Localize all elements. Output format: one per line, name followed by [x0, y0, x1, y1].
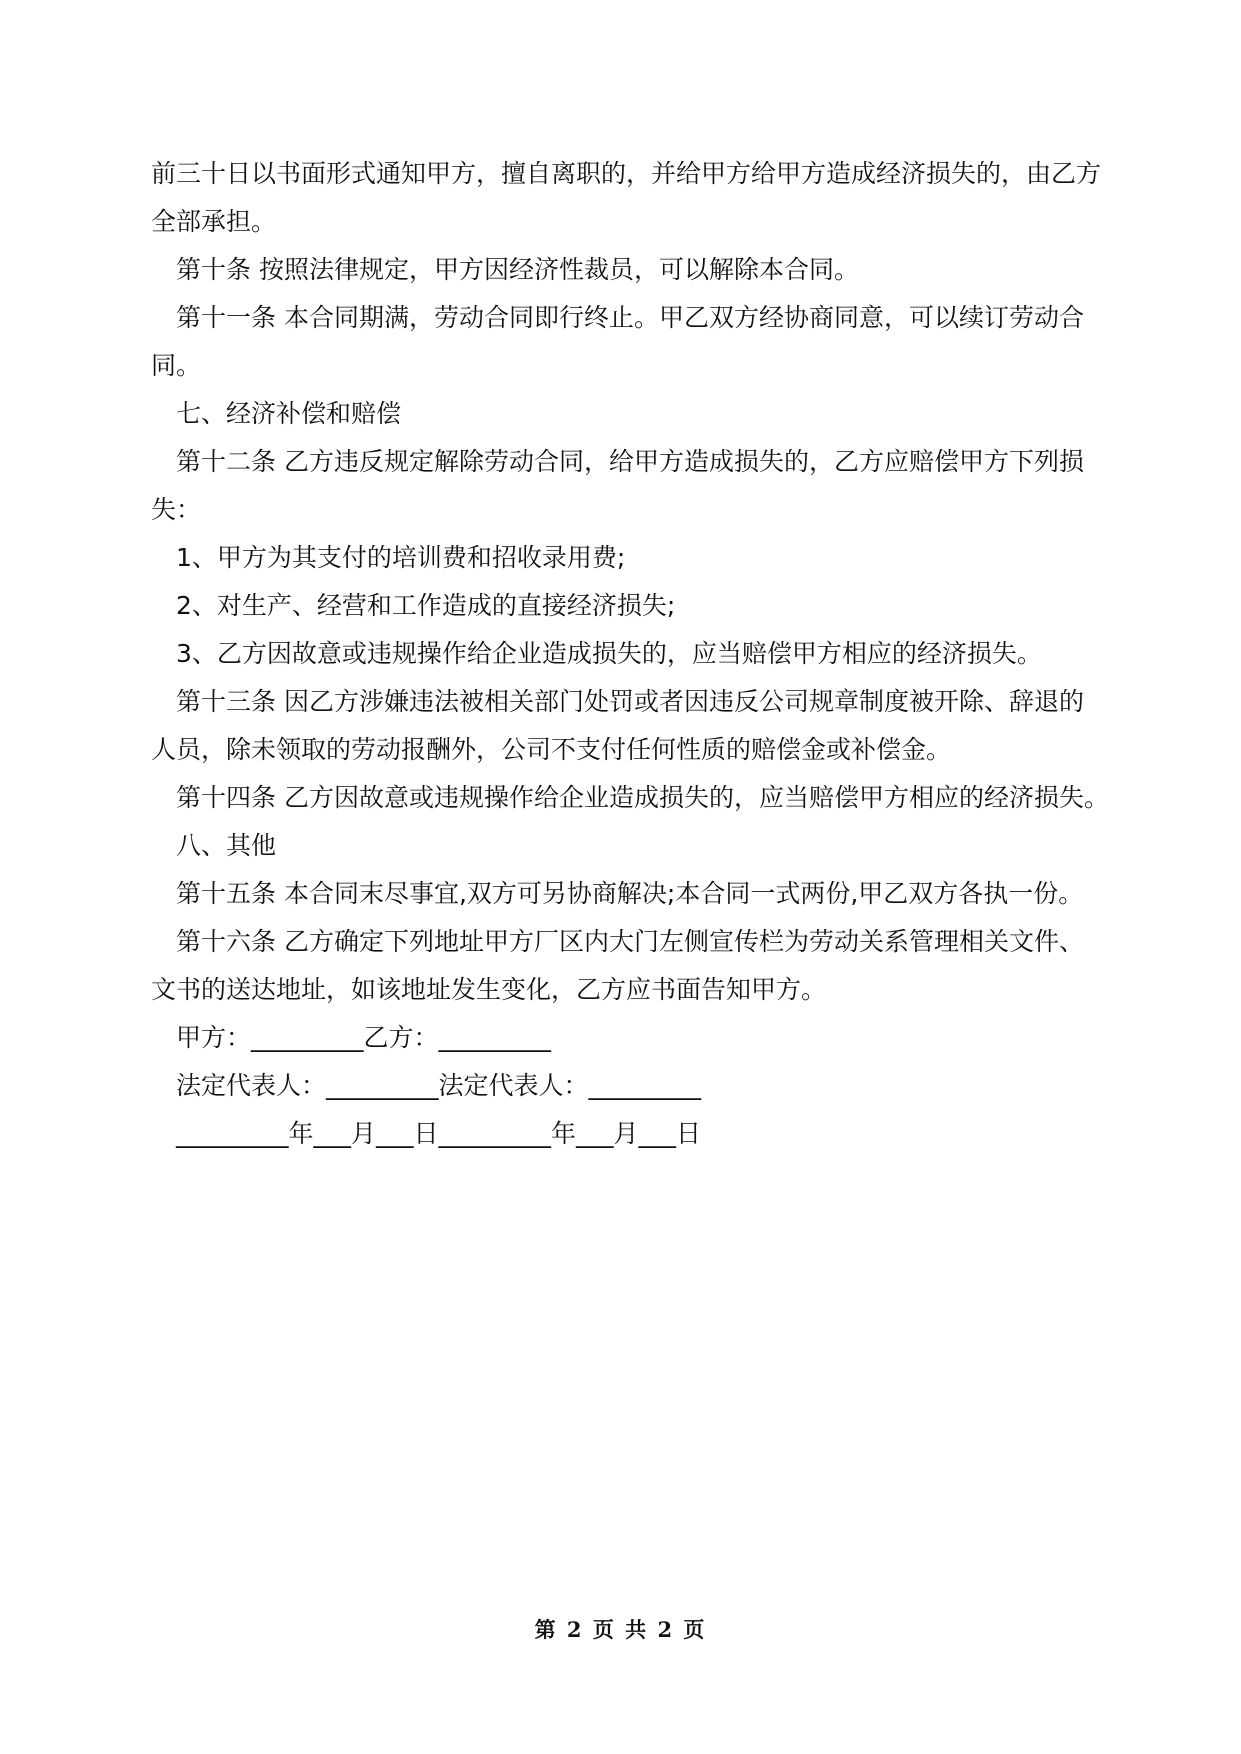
document-body: [151, 150, 1109, 1158]
article-15: 第十五条 本合同末尽事宜,双方可另协商解决;本合同一式两份,甲乙双方各执一份。: [176, 879, 1084, 908]
list-item-1: 1、甲方为其支付的培训费和招收录用费;: [176, 543, 626, 572]
article-11: 第十一条 本合同期满，劳动合同即行终止。甲乙双方经协商同意，可以续订劳动合同。: [151, 303, 1084, 380]
list-item-2: 2、对生产、经营和工作造成的直接经济损失;: [176, 591, 676, 620]
paragraph-continuation: 前三十日以书面形式通知甲方，擅自离职的，并给甲方给甲方造成经济损失的，由乙方全部承担。: [151, 159, 1102, 236]
article-16: 第十六条 乙方确定下列地址甲方厂区内大门左侧宣传栏为劳动关系管理相关文件、文书的送达地址，如该地址发生变化，乙方应书面告知甲方。: [151, 927, 1084, 1004]
signature-date-line: _________年___月___日_________年___月___日: [176, 1119, 702, 1148]
article-10: 第十条 按照法律规定，甲方因经济性裁员，可以解除本合同。: [176, 255, 859, 284]
section-heading-other: 八、其他: [176, 831, 277, 860]
signature-representatives-line: 法定代表人：_________法定代表人：_________: [176, 1071, 702, 1100]
article-13: 第十三条 因乙方涉嫌违法被相关部门处罚或者因违反公司规章制度被开除、辞退的人员，除未领取的劳动报酬外，公司不支付任何性质的赔偿金或补偿金。: [151, 687, 1084, 764]
article-12: 第十二条 乙方违反规定解除劳动合同，给甲方造成损失的，乙方应赔偿甲方下列损失：: [151, 447, 1084, 524]
page-number-footer: 第 2 页 共 2 页: [534, 1617, 707, 1642]
list-item-3: 3、乙方因故意或违规操作给企业造成损失的，应当赔偿甲方相应的经济损失。: [176, 639, 1042, 668]
article-14: 第十四条 乙方因故意或违规操作给企业造成损失的，应当赔偿甲方相应的经济损失。: [176, 783, 1109, 812]
section-heading-compensation: 七、经济补偿和赔偿: [176, 399, 402, 428]
signature-parties-line: 甲方：_________乙方：_________: [176, 1023, 552, 1052]
